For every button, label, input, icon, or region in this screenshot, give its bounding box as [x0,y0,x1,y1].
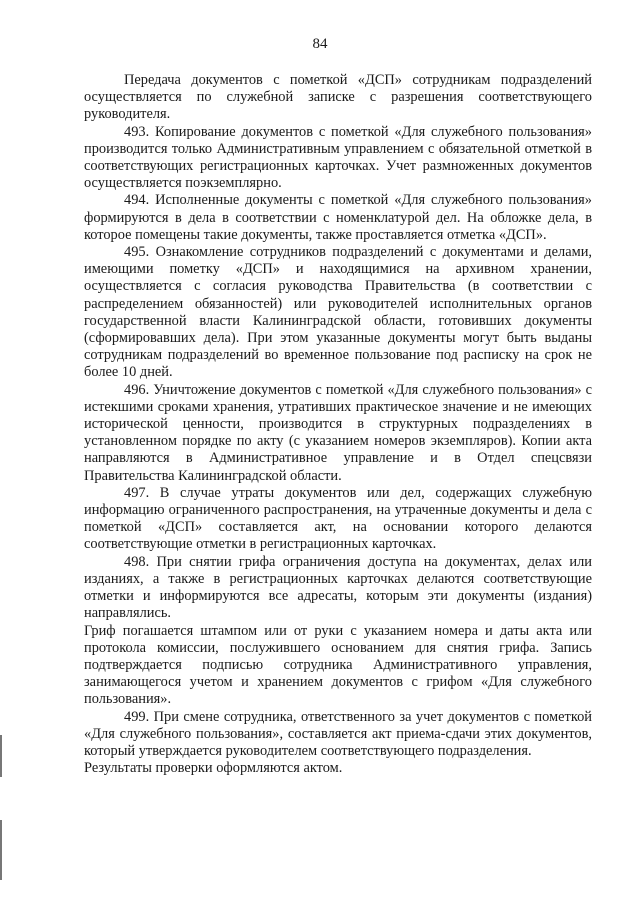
paragraph-499: 499. При смене сотрудника, ответственного за учет документов с пометкой «Для служебного пользования», составляется акт приема-сдачи этих документов, который утверждается руководителем соответствующего подразделения. [84,708,592,759]
scan-edge-mark [0,820,2,880]
scan-edge-mark [0,735,2,777]
paragraph-results: Результаты проверки оформляются актом. [84,760,343,777]
paragraph-stamp-removal: Гриф погашается штампом или от руки с указанием номера и даты акта или протокола комиссии, послужившего основанием для снятия грифа. Запись подтверждается подписью сотрудника Административного управления, занимающегося учетом и хранением документов с грифом «Для служебного пользования». [84,622,592,708]
paragraph-495: 495. Ознакомление сотрудников подразделений с документами и делами, имеющими пометку «ДСП» и находящимися на архивном хранении, осуществляется с согласия руководства Правительства (в соответствии с распределением обязанностей) или руководителей исполнительных органов государственной власти Калининградской области, готовивших документы (сформировавших дела). При этом указанные документы могут быть выданы сотрудникам подразделений во временное пользование под расписку на срок не более 10 дней. [84,244,592,381]
document-body [84,72,592,777]
paragraph-497: 497. В случае утраты документов или дел, содержащих служебную информацию ограниченного распространения, на утраченные документы и дела с пометкой «ДСП» составляется акт, на основании которого делаются соответствующие отметки в регистрационных карточках. [84,484,592,553]
page-number: 84 [312,36,328,52]
paragraph-496: 496. Уничтожение документов с пометкой «Для служебного пользования» с истекшими сроками хранения, утративших практическое значение и не имеющих исторической ценности, производится в структурных подразделениях в установленном порядке по акту (с указанием номеров экземпляров). Копии акта направляются в Административное управление и в Отдел спецсвязи Правительства Калининградской области. [84,381,592,484]
paragraph-transfer-dsp: Передача документов с пометкой «ДСП» сотрудникам подразделений осуществляется по служебной записке с разрешения соответствующего руководителя. [84,72,592,123]
paragraph-498: 498. При снятии грифа ограничения доступа на документах, делах или изданиях, а также в регистрационных карточках делаются соответствующие отметки и информируются все адресаты, которым эти документы (издания) направлялись. [84,553,592,622]
paragraph-493: 493. Копирование документов с пометкой «Для служебного пользования» производится только Административным управлением с обязательной отметкой в соответствующих регистрационных карточках. Учет размноженных документов осуществляется поэкземплярно. [84,123,592,192]
paragraph-494: 494. Исполненные документы с пометкой «Для служебного пользования» формируются в дела в соответствии с номенклатурой дел. На обложке дела, в которое помещены такие документы, также проставляется отметка «ДСП». [84,192,592,243]
